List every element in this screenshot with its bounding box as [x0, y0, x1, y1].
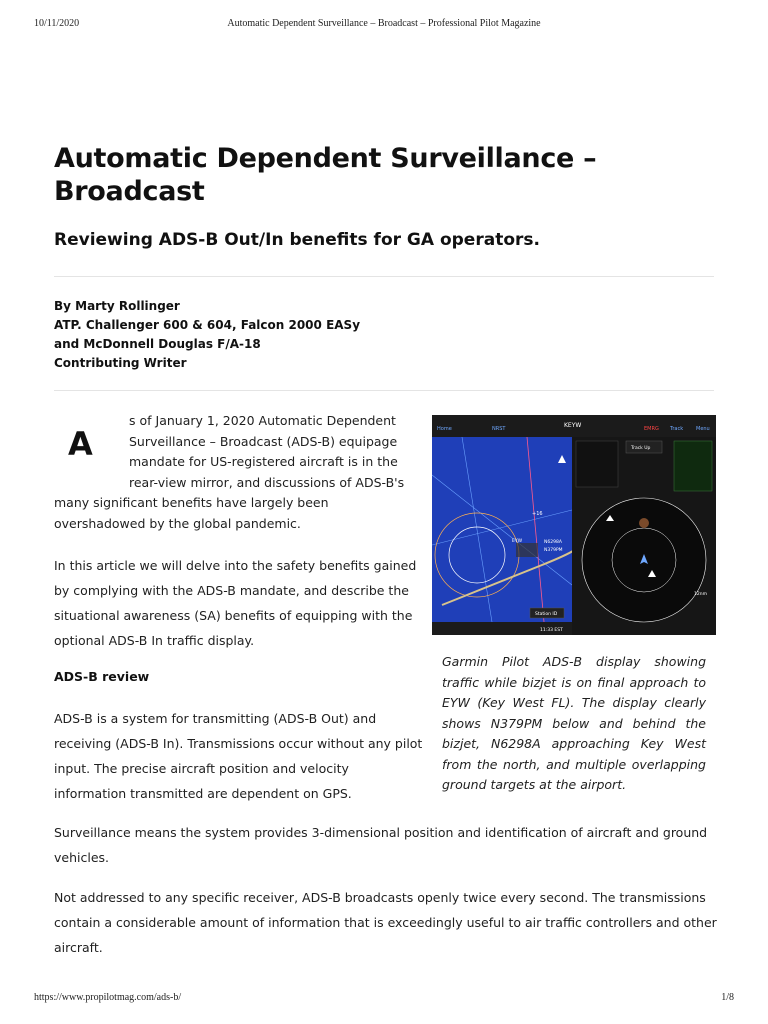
section-heading: ADS-B review — [54, 669, 150, 684]
airport-id: KEYW — [564, 422, 582, 429]
airport-label: EYW — [512, 539, 523, 544]
article-subtitle: Reviewing ADS-B Out/In benefits for GA operators. — [54, 230, 540, 250]
intro-paragraph-tail: many significant benefits have largely been overshadowed by the global pandemic. — [54, 495, 329, 531]
author-byline: By Marty Rollinger ATP. Challenger 600 & 604, Falcon 2000 EASy and McDonnell Douglas F/A-18 Contributing Writer — [54, 299, 361, 370]
station-id-button: Station ID — [535, 612, 558, 617]
paragraph: Surveillance means the system provides 3-dimensional position and identification of aircraft and ground vehicles. — [54, 825, 708, 865]
paragraph: In this article we will delve into the safety benefits gained by complying with the ADS-B mandate, and describe the situational awareness (SA) benefits of equipping with the optional ADS-B In traffic display. — [54, 558, 417, 648]
traffic-display-image — [432, 415, 716, 635]
traffic-label-n6298a: N6298A — [544, 540, 562, 545]
divider — [54, 276, 714, 277]
paragraph: ADS-B is a system for transmitting (ADS-B Out) and receiving (ADS-B In). Transmissions occur without any pilot input. The precise aircraft position and velocity information transmitted are dependent on GPS. — [54, 711, 423, 801]
page-url: https://www.propilotmag.com/ads-b/ — [34, 992, 182, 1003]
range-ring-label: 12nm — [694, 592, 707, 597]
figure-caption: Garmin Pilot ADS-B display showing traffic while bizjet is on final approach to EYW (Key West FL). The display clearly shows N379PM below and behind the bizjet, N6298A approaching Key West from the north, and multiple overlapping ground targets at the airport. — [442, 654, 706, 792]
nav-emrg: EMRG — [644, 426, 659, 432]
nav-home: Home — [437, 426, 452, 432]
nav-track: Track — [670, 426, 684, 432]
moving-map — [432, 437, 572, 622]
traffic-label-n379pm: N379PM — [544, 548, 563, 553]
track-up-button: Track Up — [631, 446, 651, 451]
paragraph: Not addressed to any specific receiver, ADS-B broadcasts openly twice every second. The transmissions contain a considerable amount of information that is exceedingly useful to air traffic controllers and other aircraft. — [54, 890, 717, 955]
article-title: Automatic Dependent Surveillance – Broadcast — [54, 143, 597, 207]
nav-menu: Menu — [696, 426, 710, 432]
drop-cap: A — [68, 425, 93, 463]
clock: 11:33 EST — [540, 628, 563, 633]
intro-paragraph: s of January 1, 2020 Automatic Dependent Surveillance – Broadcast (ADS-B) equipage mandate for US-registered aircraft is in the rear-view mirror, and discussions of ADS-B's — [129, 413, 405, 490]
nav-nrst: NRST — [492, 426, 506, 432]
print-date: 10/11/2020 — [34, 18, 80, 29]
divider — [54, 390, 714, 391]
traffic-label-16: +16 — [532, 511, 543, 517]
print-page-title: Automatic Dependent Surveillance – Broadcast – Professional Pilot Magazine — [227, 18, 541, 29]
page-number: 1/8 — [721, 992, 734, 1003]
garmin-pilot-screenshot — [432, 415, 716, 635]
